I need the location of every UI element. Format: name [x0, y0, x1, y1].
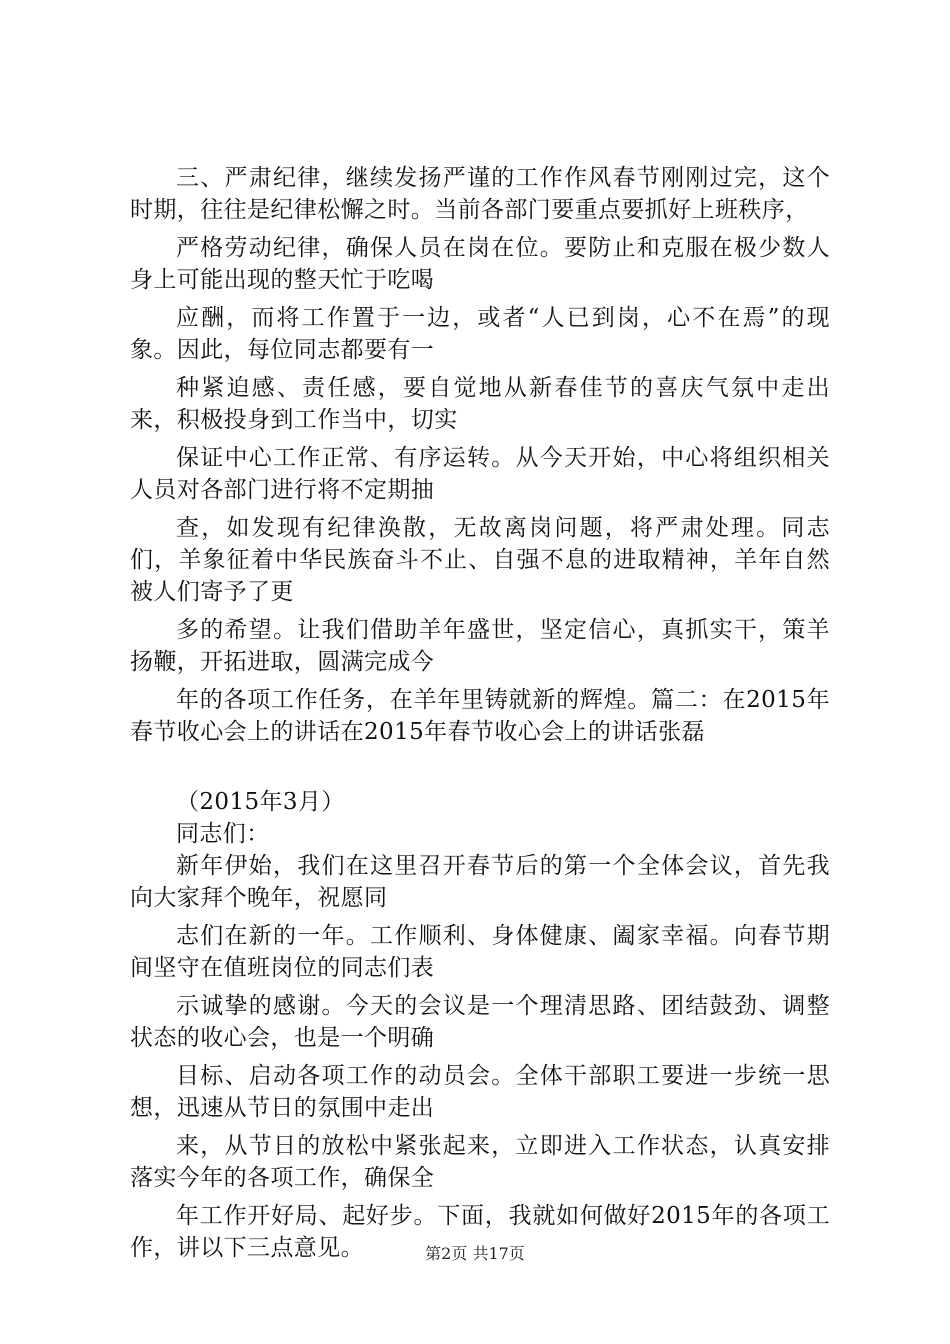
paragraph: 种紧迫感、责任感，要自觉地从新春佳节的喜庆气氛中走出来，积极投身到工作当中，切实	[130, 375, 830, 433]
paragraph: 志们在新的一年。工作顺利、身体健康、阖家幸福。向春节期间坚守在值班岗位的同志们表	[130, 923, 830, 981]
paragraph: 查，如发现有纪律涣散，无故离岗问题，将严肃处理。同志们，羊象征着中华民族奋斗不止、自强不息的进取精神，羊年自然被人们寄予了更	[130, 515, 830, 605]
page-number-footer: 第2页 共17页	[425, 1244, 525, 1263]
paragraph: 年工作开好局、起好步。下面，我就如何做好2015年的各项工作，讲以下三点意见。	[130, 1203, 830, 1261]
salutation: 同志们：	[176, 821, 270, 847]
paragraph: 应酬，而将工作置于一边，或者“人已到岗，心不在焉”的现象。因此，每位同志都要有一	[130, 305, 830, 363]
paragraph: 多的希望。让我们借助羊年盛世，坚定信心，真抓实干，策羊扬鞭，开拓进取，圆满完成今	[130, 617, 830, 675]
paragraph: 来，从节日的放松中紧张起来，立即进入工作状态，认真安排落实今年的各项工作，确保全	[130, 1133, 830, 1191]
paragraph-article-two-title: 年的各项工作任务，在羊年里铸就新的辉煌。篇二：在2015年春节收心会上的讲话在2015年春节收心会上的讲话张磊	[130, 687, 830, 745]
paragraph: 目标、启动各项工作的动员会。全体干部职工要进一步统一思想，迅速从节日的氛围中走出	[130, 1063, 830, 1121]
speech-date: （2015年3月）	[176, 789, 345, 815]
paragraph-discipline-heading: 三、严肃纪律，继续发扬严谨的工作作风春节刚刚过完，这个时期，往往是纪律松懈之时。当前各部门要重点要抓好上班秩序，	[130, 165, 830, 223]
document-body	[130, 162, 830, 1264]
paragraph: 保证中心工作正常、有序运转。从今天开始，中心将组织相关人员对各部门进行将不定期抽	[130, 445, 830, 503]
paragraph: 严格劳动纪律，确保人员在岗在位。要防止和克服在极少数人身上可能出现的整天忙于吃喝	[130, 235, 830, 293]
paragraph: 新年伊始，我们在这里召开春节后的第一个全体会议，首先我向大家拜个晚年，祝愿同	[130, 853, 830, 911]
paragraph: 示诚挚的感谢。今天的会议是一个理清思路、团结鼓劲、调整状态的收心会，也是一个明确	[130, 993, 830, 1051]
